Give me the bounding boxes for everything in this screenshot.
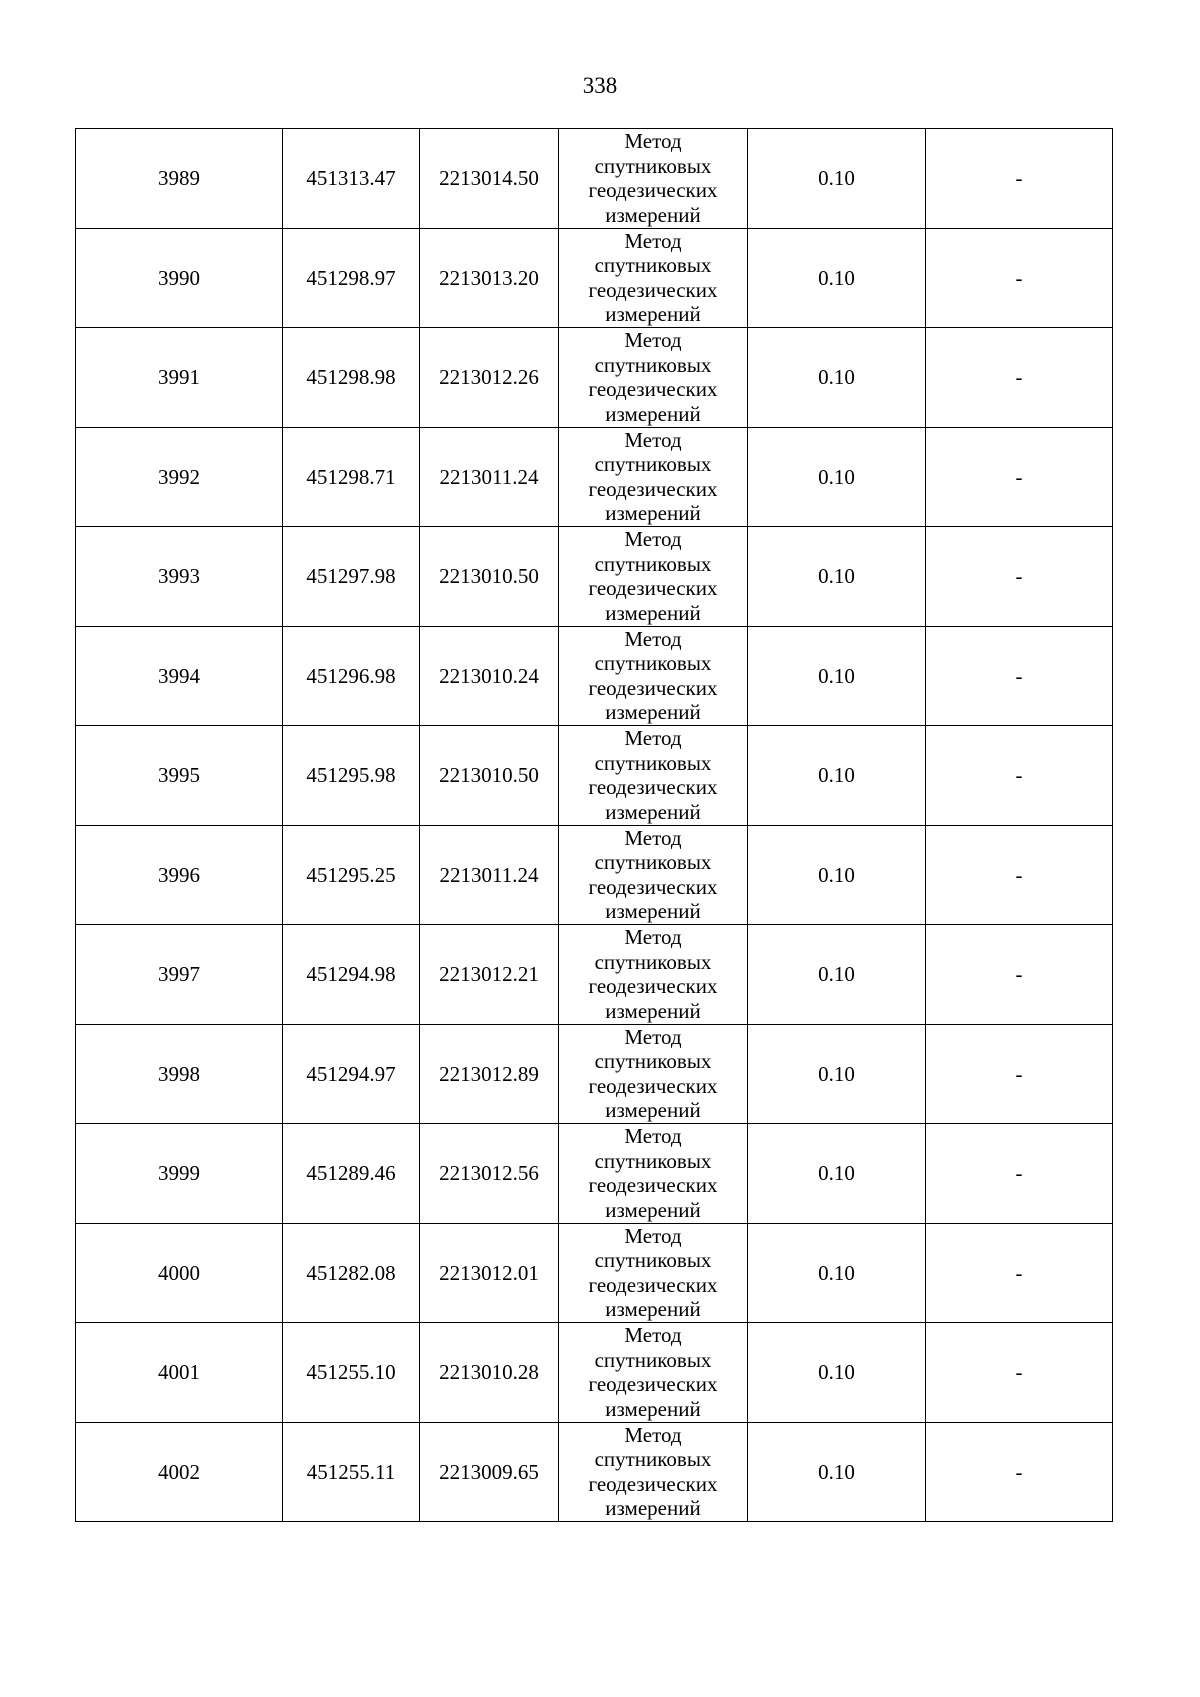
method-text-line: геодезических [588,874,718,899]
point-number-cell: 3991 [76,328,283,428]
method-cell [559,626,748,726]
method-text-line: спутниковых [594,1248,712,1273]
method-text-line: измерений [605,700,701,725]
method-text-line: Метод [624,825,682,850]
y-coordinate-cell: 2213012.89 [420,1024,559,1124]
method-cell [559,1124,748,1224]
accuracy-cell: 0.10 [748,825,926,925]
x-coordinate-cell: 451295.25 [283,825,420,925]
method-cell [559,925,748,1025]
method-text-line: Метод [624,1124,682,1149]
y-coordinate-cell: 2213011.24 [420,427,559,527]
method-text-line: Метод [624,427,682,452]
accuracy-cell: 0.10 [748,925,926,1025]
x-coordinate-cell: 451282.08 [283,1223,420,1323]
method-text-line: геодезических [588,377,718,402]
method-cell [559,726,748,826]
table-row [76,328,1113,428]
method-cell [559,1323,748,1423]
note-cell: - [926,1024,1113,1124]
note-cell: - [926,527,1113,627]
method-text-line: измерений [605,302,701,327]
x-coordinate-cell: 451296.98 [283,626,420,726]
point-number-cell: 3999 [76,1124,283,1224]
point-number-cell: 3998 [76,1024,283,1124]
method-text-line: геодезических [588,1471,718,1496]
method-text-line: спутниковых [594,352,712,377]
method-text-line: измерений [605,1396,701,1421]
method-text-line: Метод [624,228,682,253]
method-cell [559,328,748,428]
method-text-line: спутниковых [594,1148,712,1173]
accuracy-cell: 0.10 [748,1223,926,1323]
method-text-line: измерений [605,1297,701,1322]
accuracy-cell: 0.10 [748,328,926,428]
y-coordinate-cell: 2213009.65 [420,1422,559,1522]
method-text-line: Метод [624,527,682,552]
table-row [76,228,1113,328]
point-number-cell: 4001 [76,1323,283,1423]
method-text-line: геодезических [588,775,718,800]
method-text-line: спутниковых [594,1447,712,1472]
method-text-line: измерений [605,600,701,625]
method-text-line: измерений [605,799,701,824]
table-row [76,1223,1113,1323]
method-text-line: Метод [624,726,682,751]
table-row [76,1024,1113,1124]
table-body [76,129,1113,1522]
method-cell [559,427,748,527]
x-coordinate-cell: 451255.11 [283,1422,420,1522]
note-cell: - [926,825,1113,925]
method-cell [559,1024,748,1124]
method-cell [559,228,748,328]
note-cell: - [926,1124,1113,1224]
accuracy-cell: 0.10 [748,129,926,229]
point-number-cell: 3992 [76,427,283,527]
table-row [76,925,1113,1025]
method-text-line: Метод [624,1323,682,1348]
method-text-line: Метод [624,626,682,651]
accuracy-cell: 0.10 [748,726,926,826]
accuracy-cell: 0.10 [748,427,926,527]
table-row [76,1124,1113,1224]
method-text-line: измерений [605,501,701,526]
method-text-line: измерений [605,899,701,924]
y-coordinate-cell: 2213010.24 [420,626,559,726]
point-number-cell: 3989 [76,129,283,229]
method-text-line: Метод [624,1422,682,1447]
point-number-cell: 3990 [76,228,283,328]
method-text-line: спутниковых [594,850,712,875]
method-text-line: измерений [605,1197,701,1222]
note-cell: - [926,427,1113,527]
y-coordinate-cell: 2213010.50 [420,527,559,627]
method-text-line: измерений [605,401,701,426]
table-row [76,129,1113,229]
method-text-line: спутниковых [594,750,712,775]
method-text-line: геодезических [588,974,718,999]
x-coordinate-cell: 451294.98 [283,925,420,1025]
method-text-line: спутниковых [594,1049,712,1074]
method-text-line: Метод [624,129,682,154]
method-text-line: геодезических [588,1073,718,1098]
method-text-line: измерений [605,202,701,227]
method-text-line: геодезических [588,178,718,203]
note-cell: - [926,1422,1113,1522]
method-text-line: геодезических [588,1372,718,1397]
coordinates-table [75,128,1113,1522]
accuracy-cell: 0.10 [748,1024,926,1124]
point-number-cell: 3995 [76,726,283,826]
method-cell [559,1223,748,1323]
method-cell [559,1422,748,1522]
table-row [76,1422,1113,1522]
method-text-line: измерений [605,1098,701,1123]
method-text-line: Метод [624,1223,682,1248]
accuracy-cell: 0.10 [748,527,926,627]
method-text-line: спутниковых [594,153,712,178]
method-text-line: спутниковых [594,651,712,676]
method-text-line: Метод [624,925,682,950]
point-number-cell: 3994 [76,626,283,726]
y-coordinate-cell: 2213012.26 [420,328,559,428]
x-coordinate-cell: 451289.46 [283,1124,420,1224]
method-text-line: спутниковых [594,253,712,278]
method-text-line: геодезических [588,1173,718,1198]
y-coordinate-cell: 2213014.50 [420,129,559,229]
point-number-cell: 3993 [76,527,283,627]
y-coordinate-cell: 2213012.01 [420,1223,559,1323]
y-coordinate-cell: 2213012.56 [420,1124,559,1224]
method-text-line: измерений [605,1496,701,1521]
note-cell: - [926,1223,1113,1323]
method-text-line: спутниковых [594,1347,712,1372]
x-coordinate-cell: 451298.97 [283,228,420,328]
note-cell: - [926,626,1113,726]
accuracy-cell: 0.10 [748,1323,926,1423]
method-text-line: геодезических [588,476,718,501]
table-row [76,626,1113,726]
table-row [76,527,1113,627]
point-number-cell: 4000 [76,1223,283,1323]
accuracy-cell: 0.10 [748,626,926,726]
note-cell: - [926,328,1113,428]
point-number-cell: 3997 [76,925,283,1025]
note-cell: - [926,1323,1113,1423]
note-cell: - [926,228,1113,328]
x-coordinate-cell: 451255.10 [283,1323,420,1423]
note-cell: - [926,129,1113,229]
method-cell [559,825,748,925]
method-cell [559,527,748,627]
page-number: 338 [582,73,618,98]
table-row [76,825,1113,925]
method-text-line: спутниковых [594,949,712,974]
method-text-line: Метод [624,1024,682,1049]
accuracy-cell: 0.10 [748,228,926,328]
method-text-line: Метод [624,328,682,353]
table-row [76,1323,1113,1423]
x-coordinate-cell: 451298.71 [283,427,420,527]
y-coordinate-cell: 2213012.21 [420,925,559,1025]
y-coordinate-cell: 2213010.50 [420,726,559,826]
point-number-cell: 3996 [76,825,283,925]
method-text-line: спутниковых [594,452,712,477]
method-text-line: геодезических [588,675,718,700]
method-cell [559,129,748,229]
note-cell: - [926,726,1113,826]
method-text-line: геодезических [588,277,718,302]
method-text-line: геодезических [588,1272,718,1297]
method-text-line: измерений [605,998,701,1023]
x-coordinate-cell: 451294.97 [283,1024,420,1124]
method-text-line: геодезических [588,576,718,601]
y-coordinate-cell: 2213011.24 [420,825,559,925]
y-coordinate-cell: 2213010.28 [420,1323,559,1423]
note-cell: - [926,925,1113,1025]
y-coordinate-cell: 2213013.20 [420,228,559,328]
method-text-line: спутниковых [594,551,712,576]
table-row [76,726,1113,826]
x-coordinate-cell: 451298.98 [283,328,420,428]
table-row [76,427,1113,527]
x-coordinate-cell: 451297.98 [283,527,420,627]
accuracy-cell: 0.10 [748,1422,926,1522]
x-coordinate-cell: 451295.98 [283,726,420,826]
point-number-cell: 4002 [76,1422,283,1522]
x-coordinate-cell: 451313.47 [283,129,420,229]
accuracy-cell: 0.10 [748,1124,926,1224]
